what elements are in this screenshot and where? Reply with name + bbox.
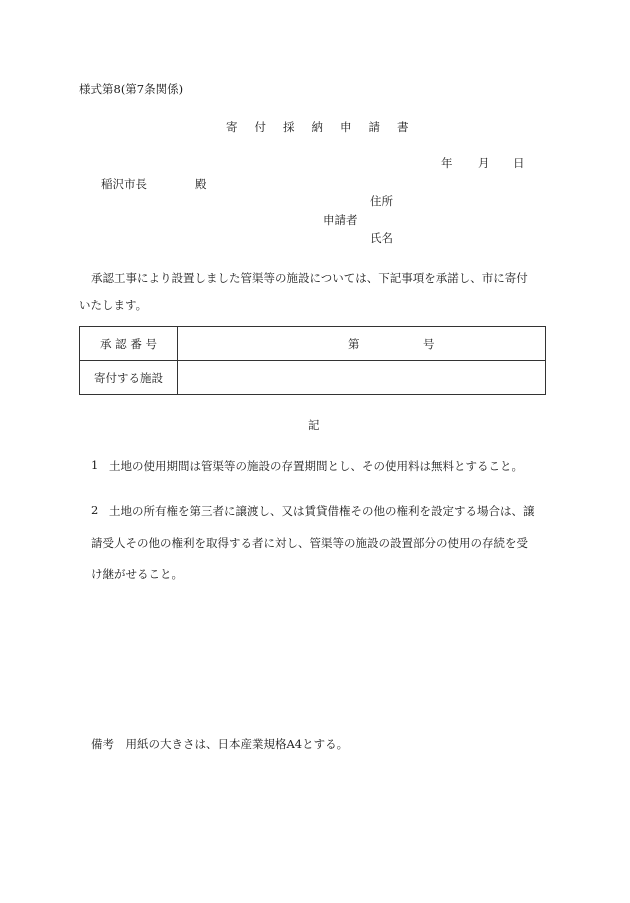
intro-line-2: いたします。	[79, 298, 148, 312]
item-2-line-1: 土地の所有権を第三者に譲渡し、又は賃貸借権その他の権利を設定する場合は、譲	[109, 504, 535, 518]
donated-facility-value	[178, 361, 546, 395]
approval-number-value	[178, 327, 546, 361]
approval-number-row	[80, 327, 546, 361]
item-1-number: 1	[91, 458, 99, 472]
addressee-honorific: 殿	[195, 177, 207, 191]
document-title: 寄付採納申請書	[226, 120, 426, 134]
date-month: 月	[478, 156, 490, 170]
approval-number-prefix: 第	[348, 337, 360, 351]
remarks: 備考 用紙の大きさは、日本産業規格A4とする。	[91, 737, 349, 751]
applicant-role-label: 申請者	[323, 213, 358, 227]
date-day: 日	[513, 156, 525, 170]
item-2-line-3: け継がせること。	[91, 567, 183, 581]
approval-number-suffix: 号	[423, 337, 435, 351]
item-2-number: 2	[91, 503, 99, 517]
addressee-name: 稲沢市長	[101, 177, 147, 191]
note-heading: 記	[308, 418, 320, 432]
date-year: 年	[441, 156, 453, 170]
form-number: 様式第8(第7条関係)	[79, 82, 184, 96]
item-1-line-1: 土地の使用期間は管渠等の施設の存置期間とし、その使用料は無料とすること。	[109, 459, 523, 473]
donated-facility-row	[80, 361, 546, 395]
intro-line-1: 承認工事により設置しました管渠等の施設については、下記事項を承諾し、市に寄付	[91, 271, 528, 285]
applicant-name-label: 氏名	[370, 231, 393, 245]
approval-number-label: 承 認 番 号	[80, 327, 178, 361]
application-table	[79, 326, 546, 395]
applicant-address-label: 住所	[370, 194, 393, 208]
item-2-line-2: 請受人その他の権利を取得する者に対し、管渠等の施設の設置部分の使用の存続を受	[91, 536, 528, 550]
donated-facility-label: 寄付する施設	[80, 361, 178, 395]
